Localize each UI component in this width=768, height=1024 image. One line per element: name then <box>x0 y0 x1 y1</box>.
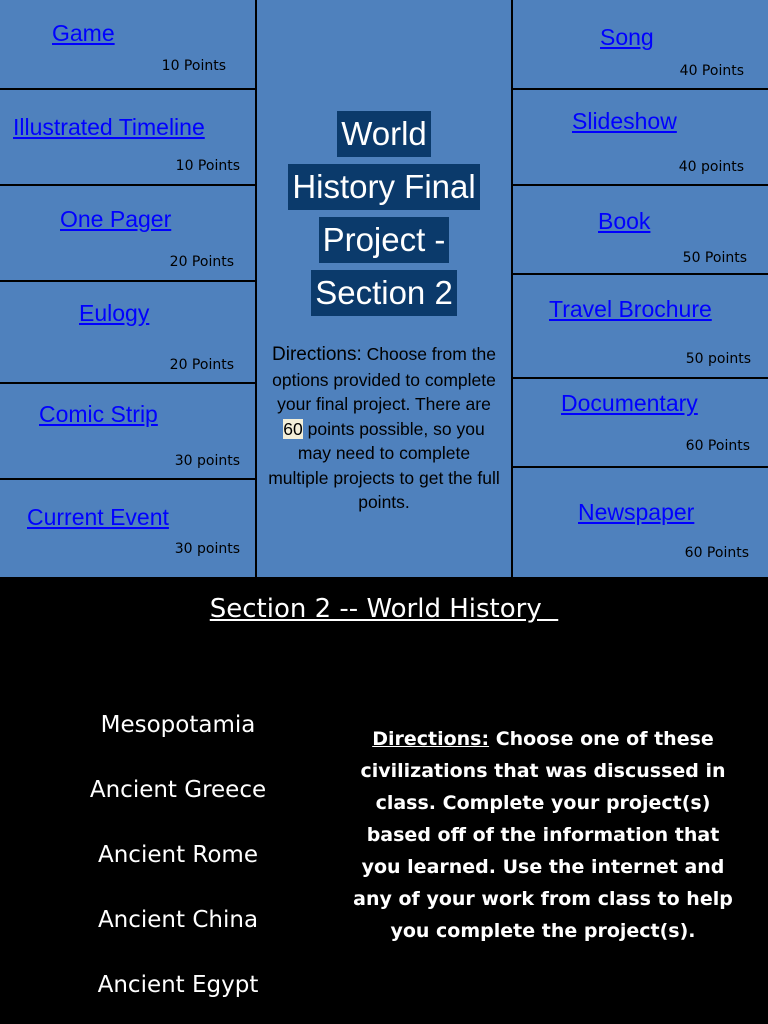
option-cell-book <box>512 186 768 275</box>
civilization-item: Ancient Egypt <box>97 972 259 998</box>
title-line: Project - <box>319 217 450 263</box>
option-link-game[interactable]: Game <box>52 20 115 46</box>
option-cell-slideshow <box>512 90 768 186</box>
option-cell-documentary <box>512 379 768 468</box>
option-link-slideshow[interactable]: Slideshow <box>572 108 677 134</box>
column-divider <box>511 0 513 577</box>
option-link-one-pager[interactable]: One Pager <box>60 206 172 232</box>
option-cell-travel-brochure <box>512 275 768 379</box>
board-directions <box>266 342 502 515</box>
option-link-comic-strip[interactable]: Comic Strip <box>39 401 158 427</box>
option-cell-comic-strip <box>0 384 256 480</box>
option-points: 60 Points <box>684 545 749 561</box>
option-link-documentary[interactable]: Documentary <box>561 390 698 416</box>
directions-label: Directions: <box>272 344 362 365</box>
option-points: 10 Points <box>161 58 226 74</box>
project-title <box>262 111 506 323</box>
option-points: 30 points <box>174 453 240 469</box>
option-link-current-event[interactable]: Current Event <box>27 504 169 530</box>
option-points: 50 Points <box>682 250 747 266</box>
section-title: Section 2 -- World History <box>209 594 559 624</box>
option-cell-current-event <box>0 480 256 577</box>
option-link-book[interactable]: Book <box>598 208 651 234</box>
civilization-item: Ancient China <box>97 907 259 933</box>
option-points: 20 Points <box>169 357 234 373</box>
directions-label: Directions: <box>372 728 490 750</box>
option-link-song[interactable]: Song <box>600 24 654 50</box>
civilization-item: Ancient Greece <box>89 777 267 803</box>
directions-text: points possible, so you may need to complete multiple projects to get the full points. <box>268 418 500 512</box>
points-highlight: 60 <box>283 418 303 439</box>
option-link-eulogy[interactable]: Eulogy <box>79 300 150 326</box>
option-cell-illustrated-timeline <box>0 90 256 186</box>
civilization-item: Ancient Rome <box>98 842 258 868</box>
title-line: History Final <box>288 164 479 210</box>
section-directions <box>348 723 738 947</box>
title-line: Section 2 <box>311 270 457 316</box>
option-points: 30 points <box>174 541 240 557</box>
option-cell-song <box>512 0 768 90</box>
option-cell-game <box>0 0 256 90</box>
option-cell-newspaper <box>512 468 768 577</box>
option-cell-eulogy <box>0 282 256 384</box>
option-points: 50 points <box>685 351 751 367</box>
column-divider <box>255 0 257 577</box>
civilization-item: Mesopotamia <box>100 712 256 738</box>
title-line: World <box>337 111 431 157</box>
option-points: 10 Points <box>175 158 240 174</box>
option-link-newspaper[interactable]: Newspaper <box>578 499 695 525</box>
option-points: 20 Points <box>169 254 234 270</box>
option-cell-one-pager <box>0 186 256 282</box>
option-link-illustrated-timeline[interactable]: Illustrated Timeline <box>13 114 205 140</box>
option-points: 40 points <box>678 159 744 175</box>
option-points: 40 Points <box>679 63 744 79</box>
option-points: 60 Points <box>685 438 750 454</box>
directions-text: Choose one of these civilizations that was discussed in class. Complete your project(s) based off of the information that you learned. Use the internet and any of your work from class to help you complete the project(s). <box>353 728 733 942</box>
directions-text: Choose from the options provided to complete your final project. There are <box>272 344 496 414</box>
option-link-travel-brochure[interactable]: Travel Brochure <box>549 296 712 322</box>
